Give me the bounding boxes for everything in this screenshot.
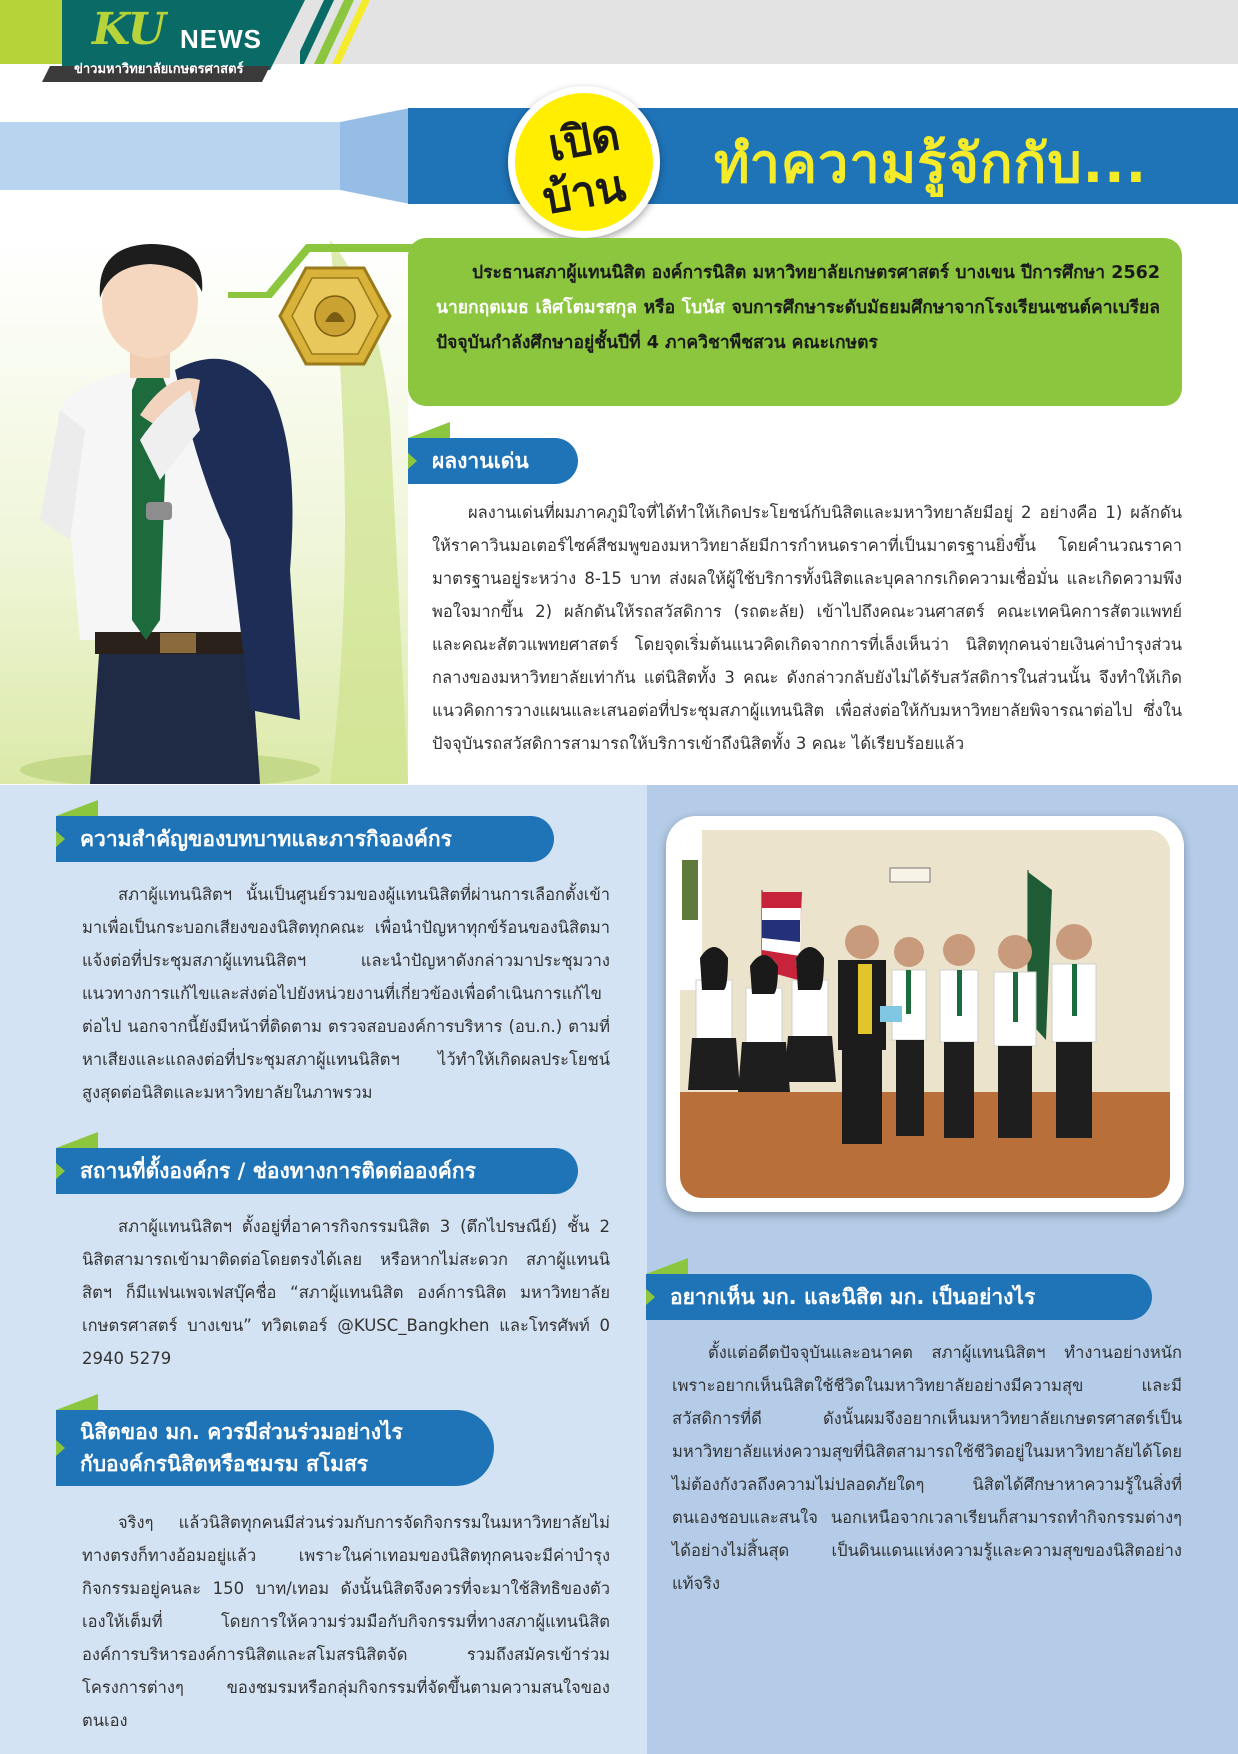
intro-nickname: โบนัส — [681, 298, 725, 318]
intro-connector-line — [228, 238, 418, 298]
banner-left-bar — [0, 122, 340, 190]
intro-text-b: หรือ — [636, 298, 682, 318]
heading-importance-text: ความสำคัญของบทบาทและภารกิจองค์กร — [80, 827, 452, 851]
badge-line-1: เปิด — [544, 109, 624, 172]
intro-name: นายกฤตเมธ เลิศโตมรสกุล — [436, 298, 637, 318]
header-stripes — [300, 0, 390, 64]
heading-participation-line-1: นิสิตของ มก. ควรมีส่วนร่วมอย่างไร — [80, 1420, 403, 1444]
group-photo — [680, 830, 1170, 1198]
heading-location-text: สถานที่ตั้งองค์กร / ช่องทางการติดต่อองค์กร — [80, 1159, 476, 1183]
heading-vision — [646, 1274, 1152, 1320]
logo-news-text: NEWS — [180, 24, 262, 54]
logo-ku-text: KU — [92, 4, 166, 55]
heading-achievements-text: ผลงานเด่น — [432, 449, 529, 473]
heading-achievements — [408, 438, 578, 484]
intro-box — [408, 238, 1182, 406]
heading-vision-text: อยากเห็น มก. และนิสิต มก. เป็นอย่างไร — [670, 1285, 1036, 1309]
group-photo-illustration — [680, 830, 1170, 1198]
group-photo-frame — [666, 816, 1184, 1212]
intro-text-a: ประธานสภาผู้แทนนิสิต องค์การนิสิต มหาวิทยาลัยเกษตรศาสตร์ บางเขน ปีการศึกษา 2562 — [472, 263, 1160, 283]
importance-body: สภาผู้แทนนิสิตฯ นั้นเป็นศูนย์รวมของผู้แทนนิสิตที่ผ่านการเลือกตั้งเข้ามาเพื่อเป็นกระบอกเสียงของนิสิตทุกคณะ เพื่อนำปัญหาทุกข์ร้อนของนิสิตมาแจ้งต่อที่ประชุมสภาผู้แทนนิสิตฯ และนำปัญหาดังกล่าวมาประชุมวางแนวทางการแก้ไขและส่งต่อไปยังหน่วยงานที่เกี่ยวข้องเพื่อดำเนินการแก้ไขต่อไป นอกจากนี้ยังมีหน้าที่ติดตาม ตรวจสอบองค์การบริหาร (อบ.ก.) ตามที่หาเสียงและแถลงต่อที่ประชุมสภาผู้แทนนิสิตฯ ไว้ทำให้เกิดผลประโยชน์สูงสุดต่อนิสิตและมหาวิทยาลัยในภาพรวม — [82, 885, 610, 1102]
vision-body: ตั้งแต่อดีตปัจจุบันและอนาคต สภาผู้แทนนิสิตฯ ทำงานอย่างหนักเพราะอยากเห็นนิสิตใช้ชีวิตในมหาวิทยาลัยอย่างมีความสุข และมีสวัสดิการที่ดี ดังนั้นผมจึงอยากเห็นมหาวิทยาลัยเกษตรศาสตร์เป็นมหาวิทยาลัยแห่งความสุขที่นิสิตสามารถใช้ชีวิตอยู่ในมหาวิทยาลัยได้โดยไม่ต้องกังวลถึงความไม่ปลอดภัยใดๆ นิสิตได้ศึกษาหาความรู้ในสิ่งที่ตนเองชอบและสนใจ นอกเหนือจากเวลาเรียนก็สามารถทำกิจกรรมต่างๆ ได้อย่างไม่สิ้นสุด เป็นดินแดนแห่งความรู้และความสุขของนิสิตอย่างแท้จริง — [672, 1343, 1182, 1593]
heading-tab-achievements — [408, 422, 450, 438]
badge-line-2: บ้าน — [538, 160, 630, 225]
heading-participation-line-2: กับองค์กรนิสิตหรือชมรม สโมสร — [80, 1452, 369, 1476]
intro-text-c: จบการศึกษาระดับมัธยมศึกษาจากโรงเรียนเซนต์คาเบรียล ปัจจุบันกำลังศึกษาอยู่ชั้นปีที่ 4 ภาควิชาพืชสวน คณะเกษตร — [436, 298, 1160, 353]
location-body: สภาผู้แทนนิสิตฯ ตั้งอยู่ที่อาคารกิจกรรมนิสิต 3 (ตึกไปรษณีย์) ชั้น 2 นิสิตสามารถเข้ามาติดต่อโดยตรงได้เลย หรือหากไม่สะดวก สภาผู้แทนนิสิตฯ ก็มีแฟนเพจเฟสบุ๊คชื่อ “สภาผู้แทนนิสิต องค์การนิสิต มหาวิทยาลัยเกษตรศาสตร์ บางเขน” ทวิตเตอร์ @KUSC_Bangkhen และโทรศัพท์ 0 2940 5279 — [82, 1217, 610, 1368]
open-house-badge — [508, 86, 660, 238]
logo-subtitle: ข่าวมหาวิทยาลัยเกษตรศาสตร์ — [74, 62, 244, 77]
heading-location — [56, 1148, 578, 1194]
intro-text — [436, 256, 1160, 361]
banner-title: ทำความรู้จักกับ... — [714, 132, 1148, 195]
banner-notch — [340, 108, 410, 204]
heading-importance — [56, 816, 554, 862]
heading-participation — [56, 1410, 494, 1486]
participation-body: จริงๆ แล้วนิสิตทุกคนมีส่วนร่วมกับการจัดกิจกรรมในมหาวิทยาลัยไม่ทางตรงก็ทางอ้อมอยู่แล้ว เพราะในค่าเทอมของนิสิตทุกคนจะมีค่าบำรุงกิจกรรมอยู่คนละ 150 บาท/เทอม ดังนั้นนิสิตจึงควรที่จะมาใช้สิทธิของตัวเองให้เต็มที่ โดยการให้ความร่วมมือกับกิจกรรมที่ทางสภาผู้แทนนิสิตองค์การบริหารองค์การนิสิตและสโมสรนิสิตจัด รวมถึงสมัครเข้าร่วมโครงการต่างๆ ของชมรมหรือกลุ่มกิจกรรมที่จัดขึ้นตามความสนใจของตนเอง — [82, 1513, 610, 1730]
ku-news-logo — [0, 0, 310, 82]
achievements-body: ผลงานเด่นที่ผมภาคภูมิใจที่ได้ทำให้เกิดประโยชน์กับนิสิตและมหาวิทยาลัยมีอยู่ 2 อย่างคือ 1) ผลักดันให้ราคาวินมอเตอร์ไซค์สีชมพูของมหาวิทยาลัยมีการกำหนดราคาที่เป็นมาตรฐานยิ่งขึ้น โดยคำนวณราคามาตรฐานอยู่ระหว่าง 8-15 บาท ส่งผลให้ผู้ใช้บริการทั้งนิสิตและบุคลากรเกิดความเชื่อมั่น และเกิดความพึงพอใจมากขึ้น 2) ผลักดันให้รถสวัสดิการ (รถตะลัย) เข้าไปถึงคณะวนศาสตร์ คณะเทคนิคการสัตวแพทย์ และคณะสัตวแพทยศาสตร์ โดยจุดเริ่มต้นแนวคิดเกิดจากการที่เล็งเห็นว่า นิสิตทุกคนจ่ายเงินค่าบำรุงส่วนกลางของมหาวิทยาลัยเท่ากัน แต่นิสิตทั้ง 3 คณะ ดังกล่าวกลับยังไม่ได้รับสวัสดิการในส่วนนั้น จึงทำให้เกิดแนวคิดการวางแผนและเสนอต่อที่ประชุมสภาผู้แทนนิสิต เพื่อส่งต่อให้กับมหาวิทยาลัยพิจารณาต่อไป ซึ่งในปัจจุบันรถสวัสดิการสามารถให้บริการเข้าถึงนิสิตทั้ง 3 คณะ ได้เรียบร้อยแล้ว — [432, 503, 1182, 753]
